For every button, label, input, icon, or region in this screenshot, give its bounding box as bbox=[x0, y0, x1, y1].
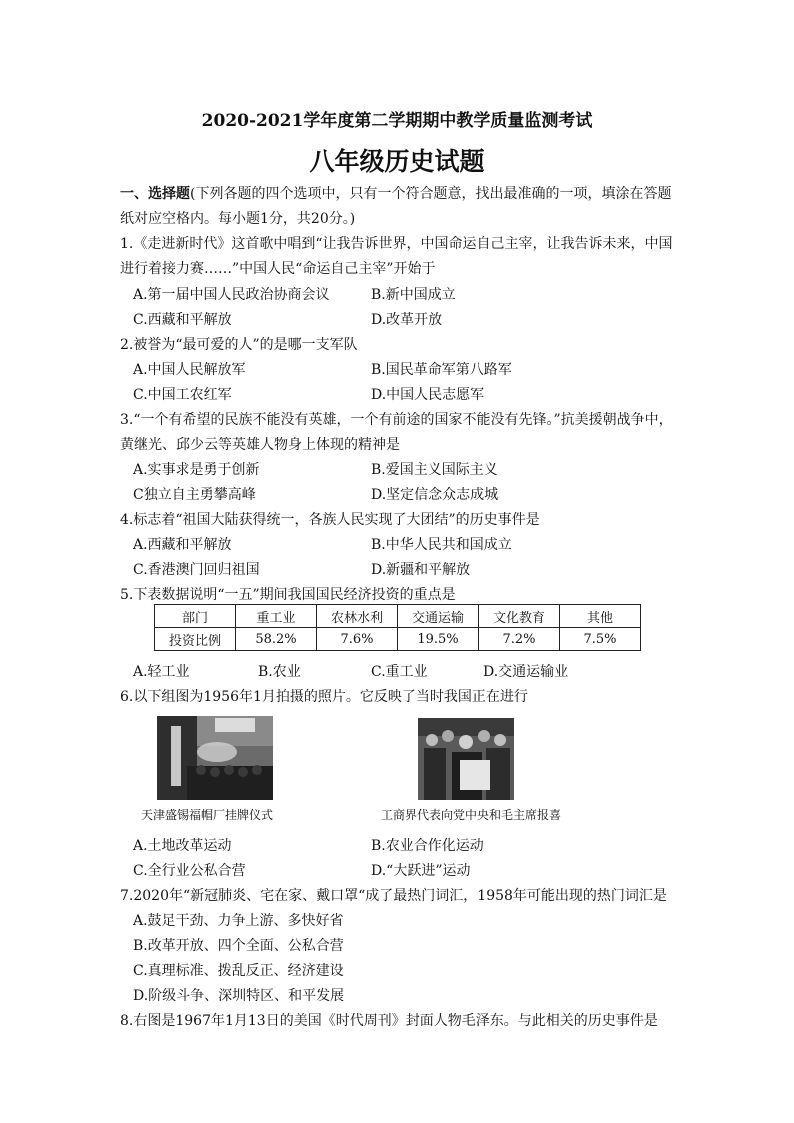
table-header-cell: 文化教育 bbox=[479, 605, 560, 628]
table-header-cell: 交通运输 bbox=[398, 605, 479, 628]
table-cell: 19.5% bbox=[398, 628, 479, 651]
question-6-option-a[interactable]: A.土地改革运动 bbox=[133, 838, 232, 854]
question-1-option-d[interactable]: D.改革开放 bbox=[371, 312, 443, 328]
table-row bbox=[155, 628, 641, 651]
exam-title: 2020-2021学年度第二学期期中教学质量监测考试 bbox=[201, 111, 593, 131]
photo-business-representatives bbox=[418, 718, 514, 800]
question-5-option-c[interactable]: C.重工业 bbox=[371, 664, 428, 680]
question-7-option-d[interactable]: D.阶级斗争、深圳特区、和平发展 bbox=[133, 988, 345, 1004]
photo-caption-1: 天津盛锡福帽厂挂牌仪式 bbox=[141, 808, 274, 822]
investment-table bbox=[154, 604, 641, 651]
question-4-option-b[interactable]: B.中华人民共和国成立 bbox=[371, 537, 512, 553]
question-1-stem-line2: 进行着接力赛……”中国人民“命运自己主宰”开始于 bbox=[120, 261, 436, 277]
question-3-option-c[interactable]: C独立自主勇攀高峰 bbox=[133, 487, 256, 503]
question-4-option-d[interactable]: D.新疆和平解放 bbox=[371, 562, 471, 578]
table-header-cell: 其他 bbox=[560, 605, 641, 628]
question-7-option-b[interactable]: B.改革开放、四个全面、公私合营 bbox=[133, 938, 344, 954]
question-3-option-b[interactable]: B.爱国主义国际主义 bbox=[371, 462, 498, 478]
section-instructions bbox=[120, 183, 671, 203]
question-5-option-b[interactable]: B.农业 bbox=[258, 664, 301, 680]
table-header-row bbox=[155, 605, 641, 628]
question-1-option-c[interactable]: C.西藏和平解放 bbox=[133, 312, 232, 328]
question-7-option-a[interactable]: A.鼓足干劲、力争上游、多快好省 bbox=[133, 913, 344, 929]
question-3-option-d[interactable]: D.坚定信念众志成城 bbox=[371, 487, 499, 503]
table-header-cell: 农林水利 bbox=[317, 605, 398, 628]
table-cell: 7.6% bbox=[317, 628, 398, 651]
question-6-option-b[interactable]: B.农业合作化运动 bbox=[371, 838, 484, 854]
question-6-stem: 6.以下组图为1956年1月拍摄的照片。它反映了当时我国正在进行 bbox=[120, 689, 528, 705]
table-header-cell: 部门 bbox=[155, 605, 236, 628]
question-2-stem: 2.被誉为“最可爱的人”的是哪一支军队 bbox=[120, 337, 358, 353]
question-3-stem-line2: 黄继光、邱少云等英雄人物身上体现的精神是 bbox=[120, 437, 400, 453]
photo-caption-2: 工商界代表向党中央和毛主席报喜 bbox=[381, 808, 562, 822]
question-1-option-b[interactable]: B.新中国成立 bbox=[371, 287, 456, 303]
section-label: 一、选择题 bbox=[120, 186, 190, 202]
table-cell: 58.2% bbox=[236, 628, 317, 651]
section-instructions-line1: (下列各题的四个选项中，只有一个符合题意，找出最准确的一项，填涂在答题 bbox=[190, 186, 672, 202]
question-1-option-a[interactable]: A.第一届中国人民政治协商会议 bbox=[133, 287, 330, 303]
question-3-option-a[interactable]: A.实事求是勇于创新 bbox=[133, 462, 260, 478]
photo-hat-factory-illustration bbox=[157, 716, 273, 800]
question-2-option-b[interactable]: B.国民革命军第八路军 bbox=[371, 362, 512, 378]
question-7-option-c[interactable]: C.真理标准、拨乱反正、经济建设 bbox=[133, 963, 344, 979]
question-5-option-a[interactable]: A.轻工业 bbox=[133, 664, 190, 680]
question-4-option-a[interactable]: A.西藏和平解放 bbox=[133, 537, 232, 553]
table-cell: 7.5% bbox=[560, 628, 641, 651]
question-2-option-c[interactable]: C.中国工农红军 bbox=[133, 387, 232, 403]
photo-business-representatives-illustration bbox=[418, 718, 514, 800]
question-6-option-d[interactable]: D.“大跃进”运动 bbox=[371, 863, 471, 879]
table-header-cell: 重工业 bbox=[236, 605, 317, 628]
question-5-stem: 5.下表数据说明“一五”期间我国国民经济投资的重点是 bbox=[120, 587, 456, 603]
question-8-stem: 8.右图是1967年1月13日的美国《时代周刊》封面人物毛泽东。与此相关的历史事件是 bbox=[120, 1013, 658, 1029]
question-3-stem-line1: 3.“一个有希望的民族不能没有英雄，一个有前途的国家不能没有先锋。”抗美援朝战争中， bbox=[120, 412, 673, 428]
question-2-option-d[interactable]: D.中国人民志愿军 bbox=[371, 387, 485, 403]
table-cell: 7.2% bbox=[479, 628, 560, 651]
question-1-stem-line1: 1.《走进新时代》这首歌中唱到“让我告诉世界，中国命运自己主宰，让我告诉未来，中国 bbox=[120, 236, 673, 252]
table-cell: 投资比例 bbox=[155, 628, 236, 651]
question-4-stem: 4.标志着“祖国大陆获得统一，各族人民实现了大团结”的历史事件是 bbox=[120, 512, 540, 528]
question-5-option-d[interactable]: D.交通运输业 bbox=[483, 664, 569, 680]
section-instructions-line2: 纸对应空格内。每小题1分，共20分。) bbox=[120, 211, 356, 227]
photo-hat-factory-ceremony bbox=[157, 716, 273, 800]
question-6-option-c[interactable]: C.全行业公私合营 bbox=[133, 863, 246, 879]
question-4-option-c[interactable]: C.香港澳门回归祖国 bbox=[133, 562, 260, 578]
exam-subtitle: 八年级历史试题 bbox=[309, 147, 485, 176]
question-2-option-a[interactable]: A.中国人民解放军 bbox=[133, 362, 246, 378]
question-7-stem: 7.2020年“新冠肺炎、宅在家、戴口罩“成了最热门词汇，1958年可能出现的热门词汇是 bbox=[120, 888, 667, 904]
